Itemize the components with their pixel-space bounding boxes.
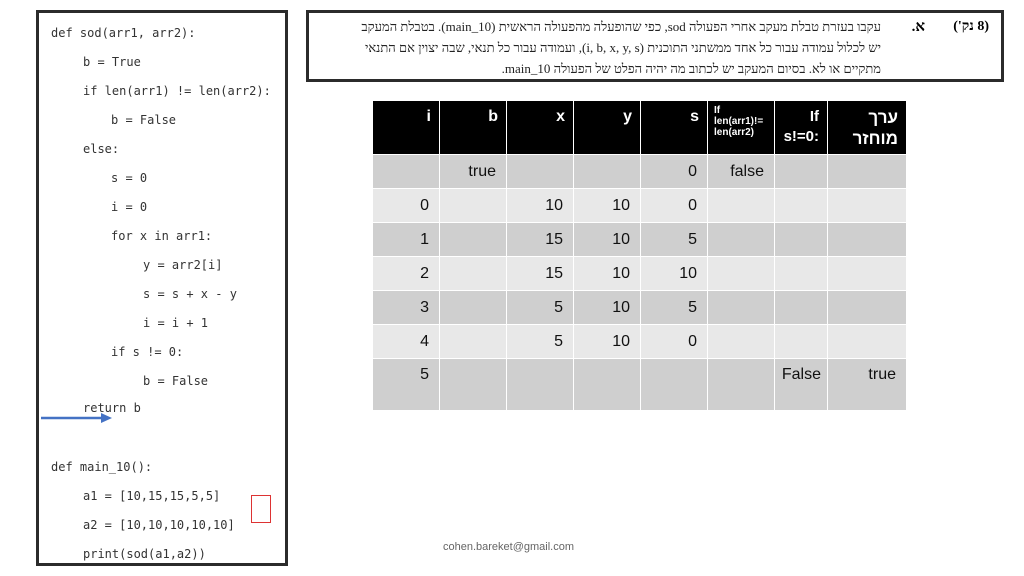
cell-y: 10 (574, 257, 641, 291)
instruction-box (306, 10, 1004, 82)
cell-return (828, 257, 907, 291)
cell-i: 3 (373, 291, 440, 325)
cell-i (373, 155, 440, 189)
header-return-value: ערך מוחזר (828, 101, 907, 155)
cell-return (828, 325, 907, 359)
header-cond-len: If len(arr1)!= len(arr2) (708, 101, 775, 155)
cell-x: 15 (507, 223, 574, 257)
code-line-b-false: b = False (111, 113, 177, 127)
cell-cond-len (708, 325, 775, 359)
cell-i: 2 (373, 257, 440, 291)
cell-cond-s (775, 325, 828, 359)
cell-cond-s (775, 189, 828, 223)
code-line-b-true: b = True (83, 55, 141, 69)
code-line-s-init: s = 0 (111, 171, 148, 185)
cell-s: 5 (641, 223, 708, 257)
cell-y: 10 (574, 223, 641, 257)
cell-i: 4 (373, 325, 440, 359)
cell-return (828, 155, 907, 189)
code-line-y-assign: y = arr2[i] (143, 258, 223, 272)
cell-b (440, 291, 507, 325)
cell-y (574, 359, 641, 411)
trace-table (372, 100, 907, 411)
cell-s: 0 (641, 325, 708, 359)
cell-y: 10 (574, 189, 641, 223)
header-cond-s: If s!=0: (775, 101, 828, 155)
cell-b (440, 257, 507, 291)
code-line-return: return b (83, 401, 141, 415)
cell-i: 5 (373, 359, 440, 411)
table-header-row (373, 101, 907, 155)
cell-y: 10 (574, 325, 641, 359)
header-y: y (574, 101, 641, 155)
cell-cond-s (775, 223, 828, 257)
cell-return (828, 291, 907, 325)
cell-cond-len (708, 359, 775, 411)
instruction-line-1: עקבו בעזרת טבלת מעקב אחרי הפעולה sod, כפי שהופעלה מהפעולה הראשית (main_10). בטבלת המעקב (361, 19, 881, 34)
cell-i: 1 (373, 223, 440, 257)
table-row (373, 223, 907, 257)
cell-return: true (828, 359, 907, 411)
table-row (373, 325, 907, 359)
cell-x: 15 (507, 257, 574, 291)
cell-x (507, 359, 574, 411)
cell-return (828, 189, 907, 223)
cell-s (641, 359, 708, 411)
cell-s: 0 (641, 155, 708, 189)
cell-s: 0 (641, 189, 708, 223)
code-line-if-s: if s != 0: (111, 345, 184, 359)
code-line-i-init: i = 0 (111, 200, 148, 214)
instruction-line-2: יש לכלול עמודה עבור כל אחד ממשתני התוכנית (i, b, x, y, s), ועמודה עבור כל תנאי, שבה יצוין אם התנאי (364, 40, 881, 55)
code-line-i-update: i = i + 1 (143, 316, 209, 330)
header-x: x (507, 101, 574, 155)
cell-cond-s (775, 257, 828, 291)
cell-x: 5 (507, 291, 574, 325)
instruction-line-3: מתקיים או לא. בסיום המעקב יש לכתוב מה יהיה הפלט של הפעולה main_10. (501, 61, 881, 76)
footer-email: cohen.bareket@gmail.com (443, 541, 575, 553)
cell-x (507, 155, 574, 189)
code-line-a2: a2 = [10,10,10,10,10] (83, 518, 235, 532)
table-row (373, 189, 907, 223)
cell-cond-s (775, 155, 828, 189)
highlight-box (251, 495, 271, 523)
code-line-a1: a1 = [10,15,15,5,5] (83, 489, 221, 503)
header-i: i (373, 101, 440, 155)
cell-b (440, 189, 507, 223)
cell-cond-len (708, 291, 775, 325)
cell-cond-s: False (775, 359, 828, 411)
code-line-def-sod: def sod(arr1, arr2): (51, 26, 196, 40)
table-row (373, 359, 907, 411)
cell-s: 5 (641, 291, 708, 325)
code-line-print: print(sod(a1,a2)) (83, 547, 206, 561)
header-b: b (440, 101, 507, 155)
cell-b (440, 325, 507, 359)
table-row (373, 257, 907, 291)
question-points: (8 נק') (953, 19, 989, 34)
cell-return (828, 223, 907, 257)
code-line-if-len: if len(arr1) != len(arr2): (83, 84, 271, 98)
table-row (373, 155, 907, 189)
cell-cond-len (708, 257, 775, 291)
cell-b (440, 359, 507, 411)
code-line-for: for x in arr1: (111, 229, 213, 243)
header-s: s (641, 101, 708, 155)
table-row (373, 291, 907, 325)
cell-b (440, 223, 507, 257)
cell-cond-len: false (708, 155, 775, 189)
cell-x: 10 (507, 189, 574, 223)
cell-x: 5 (507, 325, 574, 359)
code-line-def-main: def main_10(): (51, 460, 153, 474)
cell-b: true (440, 155, 507, 189)
code-panel (36, 10, 288, 566)
cell-s: 10 (641, 257, 708, 291)
cell-cond-s (775, 291, 828, 325)
code-line-else: else: (83, 142, 120, 156)
cell-cond-len (708, 189, 775, 223)
question-letter: א. (911, 19, 925, 35)
code-line-b-false-2: b = False (143, 374, 209, 388)
cell-cond-len (708, 223, 775, 257)
code-line-s-update: s = s + x - y (143, 287, 237, 301)
cell-y (574, 155, 641, 189)
cell-y: 10 (574, 291, 641, 325)
current-line-arrow-icon (41, 411, 113, 425)
cell-i: 0 (373, 189, 440, 223)
